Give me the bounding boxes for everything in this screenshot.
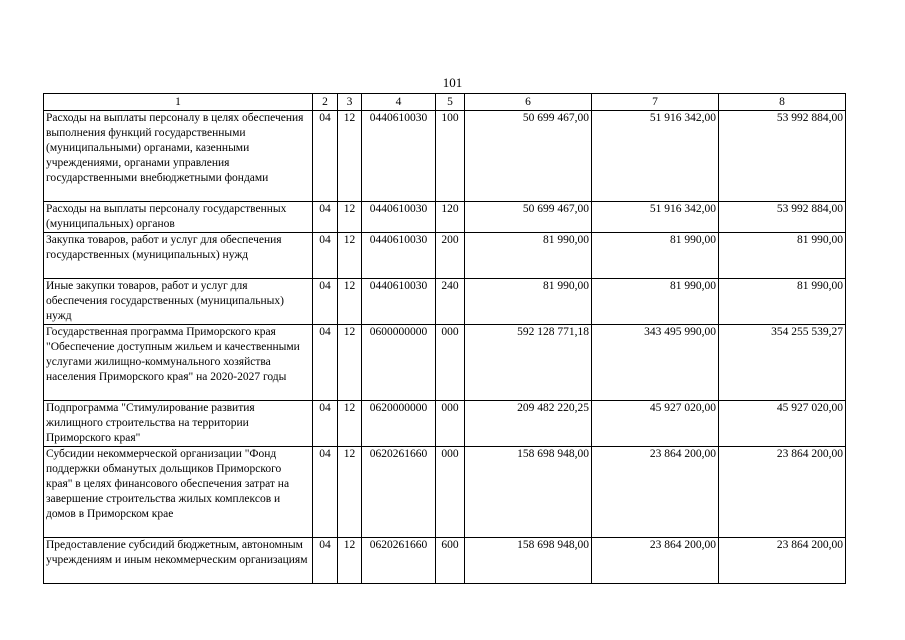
budget-table	[43, 93, 846, 584]
section-code: 04	[313, 325, 338, 401]
target-article-code: 0620261660	[362, 447, 436, 538]
expense-type-code: 100	[436, 111, 465, 202]
subsection-code: 12	[338, 202, 362, 233]
section-code: 04	[313, 447, 338, 538]
header-cell: 7	[592, 94, 719, 111]
subsection-code: 12	[338, 447, 362, 538]
target-article-code: 0600000000	[362, 325, 436, 401]
row-name: Государственная программа Приморского края "Обеспечение доступным жильем и качественными услугами жилищно-коммунального хозяйства населения Приморского края" на 2020-2027 годы	[44, 325, 313, 401]
table-row	[44, 202, 846, 233]
target-article-code: 0440610030	[362, 233, 436, 279]
target-article-code: 0620000000	[362, 401, 436, 447]
amount-col-8: 53 992 884,00	[719, 202, 846, 233]
header-cell: 2	[313, 94, 338, 111]
row-name: Закупка товаров, работ и услуг для обеспечения государственных (муниципальных) нужд	[44, 233, 313, 279]
amount-col-7: 45 927 020,00	[592, 401, 719, 447]
subsection-code: 12	[338, 325, 362, 401]
table-row	[44, 538, 846, 584]
expense-type-code: 200	[436, 233, 465, 279]
target-article-code: 0620261660	[362, 538, 436, 584]
header-cell: 5	[436, 94, 465, 111]
amount-col-8: 53 992 884,00	[719, 111, 846, 202]
expense-type-code: 000	[436, 447, 465, 538]
amount-col-7: 51 916 342,00	[592, 111, 719, 202]
amount-col-7: 81 990,00	[592, 233, 719, 279]
amount-col-7: 23 864 200,00	[592, 538, 719, 584]
expense-type-code: 120	[436, 202, 465, 233]
table-row	[44, 447, 846, 538]
table-row	[44, 233, 846, 279]
table-row	[44, 325, 846, 401]
section-code: 04	[313, 202, 338, 233]
table-row	[44, 401, 846, 447]
subsection-code: 12	[338, 538, 362, 584]
expense-type-code: 600	[436, 538, 465, 584]
expense-type-code: 000	[436, 325, 465, 401]
amount-col-6: 81 990,00	[465, 279, 592, 325]
section-code: 04	[313, 111, 338, 202]
subsection-code: 12	[338, 401, 362, 447]
table-row	[44, 111, 846, 202]
amount-col-6: 81 990,00	[465, 233, 592, 279]
amount-col-8: 45 927 020,00	[719, 401, 846, 447]
amount-col-6: 592 128 771,18	[465, 325, 592, 401]
row-name: Расходы на выплаты персоналу в целях обеспечения выполнения функций государственными (муниципальными) органами, казенными учреждениями, органами управления государственными внебюджетными фондами	[44, 111, 313, 202]
row-name: Расходы на выплаты персоналу государственных (муниципальных) органов	[44, 202, 313, 233]
expense-type-code: 240	[436, 279, 465, 325]
subsection-code: 12	[338, 279, 362, 325]
section-code: 04	[313, 538, 338, 584]
header-cell: 6	[465, 94, 592, 111]
header-cell: 4	[362, 94, 436, 111]
target-article-code: 0440610030	[362, 279, 436, 325]
header-cell: 8	[719, 94, 846, 111]
row-name: Субсидии некоммерческой организации "Фонд поддержки обманутых дольщиков Приморского края" в целях финансового обеспечения затрат на завершение строительства жилых комплексов и домов в Приморском крае	[44, 447, 313, 538]
row-name: Подпрограмма "Стимулирование развития жилищного строительства на территории Приморского края"	[44, 401, 313, 447]
amount-col-6: 50 699 467,00	[465, 202, 592, 233]
header-cell: 3	[338, 94, 362, 111]
section-code: 04	[313, 233, 338, 279]
subsection-code: 12	[338, 111, 362, 202]
amount-col-8: 81 990,00	[719, 233, 846, 279]
section-code: 04	[313, 279, 338, 325]
subsection-code: 12	[338, 233, 362, 279]
expense-type-code: 000	[436, 401, 465, 447]
amount-col-7: 51 916 342,00	[592, 202, 719, 233]
amount-col-6: 209 482 220,25	[465, 401, 592, 447]
header-row	[44, 94, 846, 111]
target-article-code: 0440610030	[362, 202, 436, 233]
amount-col-6: 50 699 467,00	[465, 111, 592, 202]
section-code: 04	[313, 401, 338, 447]
amount-col-6: 158 698 948,00	[465, 538, 592, 584]
amount-col-8: 23 864 200,00	[719, 538, 846, 584]
amount-col-7: 23 864 200,00	[592, 447, 719, 538]
row-name: Иные закупки товаров, работ и услуг для обеспечения государственных (муниципальных) нужд	[44, 279, 313, 325]
amount-col-7: 343 495 990,00	[592, 325, 719, 401]
table-body	[44, 94, 846, 584]
amount-col-8: 81 990,00	[719, 279, 846, 325]
row-name: Предоставление субсидий бюджетным, автономным учреждениям и иным некоммерческим организациям	[44, 538, 313, 584]
target-article-code: 0440610030	[362, 111, 436, 202]
amount-col-8: 354 255 539,27	[719, 325, 846, 401]
table-row	[44, 279, 846, 325]
amount-col-6: 158 698 948,00	[465, 447, 592, 538]
page-number: 101	[442, 75, 463, 90]
amount-col-7: 81 990,00	[592, 279, 719, 325]
amount-col-8: 23 864 200,00	[719, 447, 846, 538]
header-cell: 1	[44, 94, 313, 111]
